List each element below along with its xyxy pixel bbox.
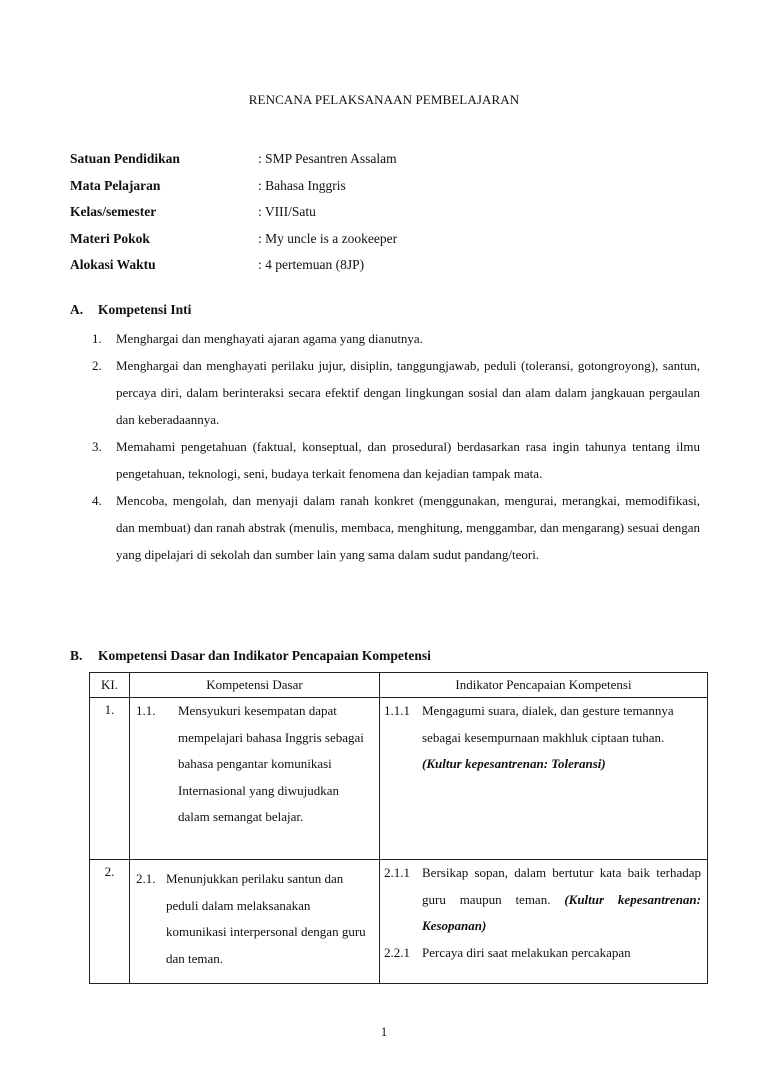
kd-text: Mensyukuri kesempatan dapat mempelajari bahasa Inggris sebagai bahasa pengantar komunikasi Internasional yang diwujudkan dalam semangat belajar. xyxy=(178,703,364,824)
info-value: : 4 pertemuan (8JP) xyxy=(258,257,365,273)
list-item-number: 1. xyxy=(92,331,102,346)
section-letter: B. xyxy=(70,648,83,663)
table-row xyxy=(90,698,708,860)
indicator-body: Mengagumi suara, dialek, dan gesture temannya sebagai kesempurnaan makhluk ciptaan tuhan. xyxy=(422,703,674,745)
info-value: : SMP Pesantren Assalam xyxy=(258,151,397,167)
list-item xyxy=(92,433,700,487)
kd-number: 2.1. xyxy=(136,871,156,886)
document-title: RENCANA PELAKSANAAN PEMBELAJARAN xyxy=(248,92,520,107)
info-value: : My uncle is a zookeeper xyxy=(258,230,398,246)
info-row xyxy=(70,146,710,173)
indicator-body: Percaya diri saat melakukan percakapan xyxy=(422,944,631,960)
info-row xyxy=(70,173,710,200)
info-label: Mata Pelajaran xyxy=(70,177,161,193)
ki-number: 1. xyxy=(90,698,130,860)
indicator-body: Bersikap sopan, dalam bertutur kata baik terhadap guru maupun teman. xyxy=(422,865,701,907)
list-item-text: Mencoba, mengolah, dan menyaji dalam ranah konkret (menggunakan, mengurai, merangkai, memodifikasi, dan membuat) dan ranah abstrak (menulis, membaca, menghitung, menggambar, dan mengarang) sesuai dengan yang dipelajari di sekolah dan sumber lain yang sama dalam sudut pandang/teori. xyxy=(116,493,700,562)
indicator-entry xyxy=(384,940,707,967)
list-item-number: 2. xyxy=(92,358,102,373)
list-item xyxy=(92,487,700,568)
kd-entry xyxy=(136,866,379,972)
column-header-ki: KI. xyxy=(90,673,130,698)
indicator-cell xyxy=(380,860,708,984)
indicator-entry xyxy=(384,860,707,940)
section-title: Kompetensi Dasar dan Indikator Pencapaian Kompetensi xyxy=(98,648,431,663)
indicator-emphasis: (Kultur kepesantrenan: Kesopanan) xyxy=(422,891,701,933)
kd-cell xyxy=(130,860,380,984)
page-number: 1 xyxy=(380,1024,388,1039)
kd-text: Menunjukkan perilaku santun dan peduli dalam melaksanakan komunikasi interpersonal dengan guru dan teman. xyxy=(166,871,366,966)
ki-number: 2. xyxy=(90,860,130,984)
info-row xyxy=(70,252,710,279)
indicator-number: 2.2.1 xyxy=(384,944,410,960)
list-item-number: 4. xyxy=(92,493,102,508)
section-a-heading xyxy=(70,302,191,318)
kd-number: 1.1. xyxy=(136,703,156,718)
table-row xyxy=(90,860,708,984)
indicator-number: 2.1.1 xyxy=(384,865,410,880)
info-label: Kelas/semester xyxy=(70,204,157,220)
competency-table xyxy=(89,672,708,984)
column-header-kd: Kompetensi Dasar xyxy=(130,673,380,698)
table-header-row xyxy=(90,673,708,698)
info-value: : VIII/Satu xyxy=(258,204,316,220)
list-item-text: Menghargai dan menghayati perilaku jujur, disiplin, tanggungjawab, peduli (toleransi, gotongroyong), santun, percaya diri, dalam berinteraksi secara efektif dengan lingkungan sosial dan alam dalam jangkauan pergaulan dan keberadaannya. xyxy=(116,358,700,427)
kd-entry xyxy=(136,698,379,831)
kd-cell xyxy=(130,698,380,860)
list-item-text: Menghargai dan menghayati ajaran agama yang dianutnya. xyxy=(116,331,423,346)
info-label: Satuan Pendidikan xyxy=(70,151,180,167)
info-row xyxy=(70,199,710,226)
info-label: Alokasi Waktu xyxy=(70,257,156,273)
indicator-number: 1.1.1 xyxy=(384,703,410,718)
list-item-number: 3. xyxy=(92,439,102,454)
indicator-text xyxy=(422,698,701,778)
list-item xyxy=(92,325,700,352)
list-item xyxy=(92,352,700,433)
indicator-text xyxy=(422,860,701,940)
section-b-heading xyxy=(70,648,431,664)
kompetensi-inti-list xyxy=(92,325,700,568)
indicator-text xyxy=(422,940,701,967)
list-item-text: Memahami pengetahuan (faktual, konseptual, dan prosedural) berdasarkan rasa ingin tahunya tentang ilmu pengetahuan, teknologi, seni, budaya terkait fenomena dan kejadian tampak mata. xyxy=(116,439,700,481)
column-header-indicator: Indikator Pencapaian Kompetensi xyxy=(380,673,708,698)
info-label: Materi Pokok xyxy=(70,230,150,246)
indicator-emphasis: (Kultur kepesantrenan: Toleransi) xyxy=(422,756,606,771)
info-value: : Bahasa Inggris xyxy=(258,177,346,193)
section-letter: A. xyxy=(70,302,84,317)
indicator-cell xyxy=(380,698,708,860)
identity-block xyxy=(70,146,710,279)
indicator-entry xyxy=(384,698,707,778)
section-title: Kompetensi Inti xyxy=(98,302,192,317)
info-row xyxy=(70,226,710,253)
